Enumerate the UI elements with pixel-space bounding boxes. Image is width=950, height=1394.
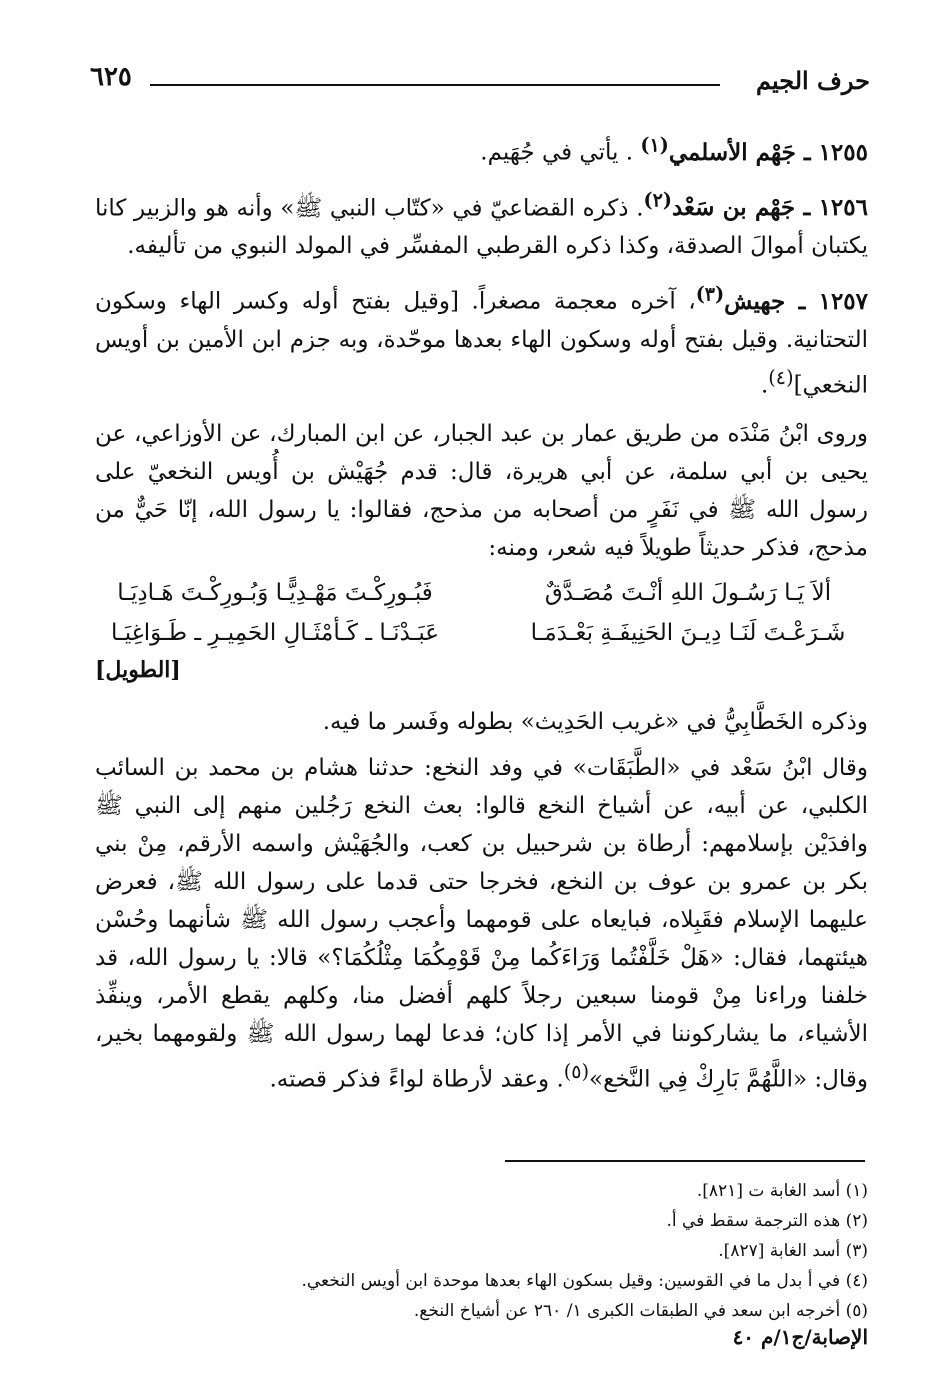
footnote-ref[interactable]: (٣) [695,282,725,306]
entry-name: جهيش [724,287,786,315]
poem [95,573,868,687]
paragraph-text: وقال ابْنُ سَعْد في «الطَّبَقَات» في وفد النخع: حدثنا هشام بن محمد بن السائب الكلبي، عن أبيه، عن أشياخ النخع قالوا: بعث النخع رَجُلين منهم إلى النبي ﷺ وافدَيْن بإسلامهم: أرطاة بن شرحبيل بن كعب، والجُهَيْش واسمه الأرقم، مِنْ بني بكر بن عمرو بن عوف بن النخع، فخرجا حتى قدما على رسول الله ﷺ، فعرض عليهما الإسلام فقَبِلاه، فبايعاه على قومهما وأعجب رسول الله ﷺ شأنهما وحُسْن هيئتهما، فقال: «هَلْ خَلَّفْتُما وَرَاءَكُما مِنْ قَوْمِكُمَا مِثْلُكُمَا؟» قالا: يا رسول الله، قد خلفنا وراءنا مِنْ قومنا سبعين رجلاً كلهم أفضل منا، وكلهم يقطع الأمر، وينفِّذ الأشياء، ما يشاركوننا في الأمر إذا كان؛ فدعا لهما رسول الله ﷺ ولقومهما بخير، وقال: «اللَّهُمَّ بَارِكْ فِي النَّخع» [95,754,868,1093]
paragraph-khattabi: وذكره الخَطَّابِيُّ في «غريب الحَدِيث» بطوله وفَسر ما فيه. [322,708,868,735]
entry-1255 [95,126,868,172]
entry-1257 [95,275,868,404]
paragraph-ibn-mandah: وروى ابْنُ مَنْدَه من طريق عمار بن عبد الجبار، عن ابن المبارك، عن الأوزاعي، عن يحيى بن أبي سلمة، عن أبي هريرة، قال: قدم جُهَيْش بن أُويس النخعيّ على رسول الله ﷺ في نَفَرٍ من أصحابه من مذحج، فقالوا: يا رسول الله، إنّا حَيٌّ من مذحج، فذكر حديثاً طويلاً فيه شعر، ومنه: [95,420,868,561]
entry-number: ١٢٥٧ ـ [798,287,869,315]
running-header [90,62,870,98]
poetic-meter: [الطويل] [95,656,181,683]
main-text [95,126,868,1098]
entry-text: . يأتي في جُهَيم. [480,139,634,166]
footnote: (١) أسد الغابة ت [٨٢١]. [696,1181,868,1201]
entry-number: ١٢٥٦ ـ [803,194,868,222]
chapter-title: حرف الجيم [756,66,870,95]
footnote: (٢) هذه الترجمة سقط في أ. [666,1211,868,1231]
verse-first-hemistich: شَـرَعْـتَ لَنَـا دِيـنَ الحَنِيفَـةِ بَعْـدَمَـا [530,619,846,646]
entry-name: جَهْم الأسلمي [668,138,796,166]
footnote-ref[interactable]: (٥) [563,1059,590,1083]
entry-1256 [95,182,868,266]
entry-text: ، آخره معجمة مصغراً. [وقيل بفتح أوله وكسر الهاء وسكون التحتانية. وقيل بفتح أوله وسكون الهاء بعدها موحّدة، وبه جزم ابن الأمين بن أويس النخعي] [95,288,868,399]
footnotes [95,1176,868,1326]
footnote-separator [505,1160,865,1162]
verse-line [95,613,868,653]
entry-heading [640,133,868,166]
signature-mark: الإصابة/ج١/م ٤٠ [732,1325,868,1349]
verse-second-hemistich: فَبُـورِكْـتَ مَهْـدِيًّـا وَبُـورِكْـتَ هَـادِيَـا [117,579,433,606]
paragraph-ibn-saad [95,749,868,1099]
footnote-ref[interactable]: (٢) [643,188,672,212]
entry-tail: . [760,372,769,399]
footnote: (٥) أخرجه ابن سعد في الطبقات الكبرى ١/ ٢٦٠ عن أشياخ النخع. [413,1301,868,1321]
entry-heading [643,188,868,222]
entry-heading [695,282,869,315]
entry-name: جَهْم بن سَعْد [671,194,796,222]
footnote: (٤) في أ بدل ما في القوسين: وقيل بسكون الهاء بعدها موحدة ابن أويس النخعي. [301,1271,868,1291]
verse-line [95,573,868,613]
verse-second-hemistich: عَبَـدْنَـا ـ كَـأمْثَـالِ الحَمِيـرِ ـ طَـوَاغِيَـا [110,619,439,646]
paragraph-tail: . وعقد لأرطاة لواءً فذكر قصته. [269,1066,564,1093]
footnote-ref[interactable]: (١) [640,133,669,156]
page-number: ٦٢٥ [90,62,132,92]
footnote-ref[interactable]: (٤) [768,365,794,389]
entry-number: ١٢٥٥ ـ [803,138,868,166]
footnote: (٣) أسد الغابة [٨٢٧]. [718,1241,868,1261]
verse-first-hemistich: ألاَ يَـا رَسُـولَ اللهِ أنْـتَ مُصَـدَّقٌ [544,579,832,606]
entry-text: . ذكره القضاعيّ في «كتّاب النبي ﷺ» وأنه هو والزبير كانا يكتبان أموالَ الصدقة، وكذا ذكره القرطبي المفسِّر في المولد النبوي من تأليفه. [95,195,868,260]
header-rule [150,84,720,86]
